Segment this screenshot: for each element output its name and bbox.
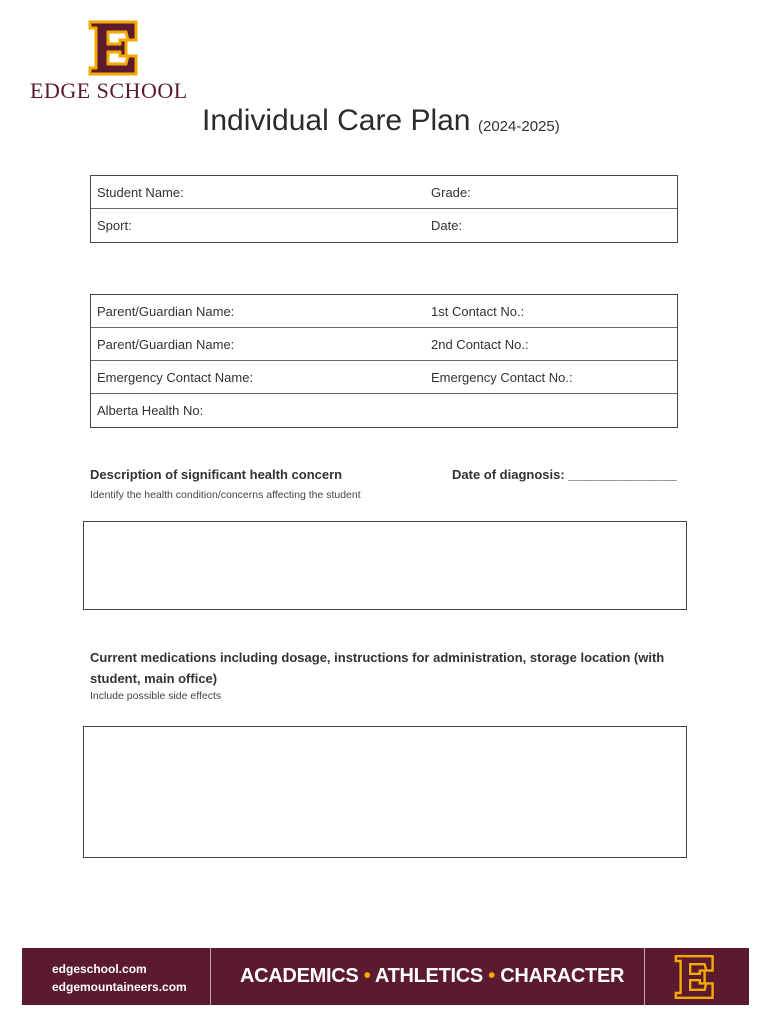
motto-academics: ACADEMICS xyxy=(240,965,359,987)
health-concern-heading: Description of significant health concern xyxy=(90,467,343,482)
footer-links xyxy=(52,960,187,996)
footer-divider xyxy=(644,948,645,1005)
student-name-field[interactable]: Student Name: xyxy=(97,185,184,200)
athletics-website-link[interactable]: edgemountaineers.com xyxy=(52,980,187,994)
emergency-contact-number-field[interactable]: Emergency Contact No.: xyxy=(431,370,573,385)
website-link[interactable]: edgeschool.com xyxy=(52,962,147,976)
contact-info-table xyxy=(90,294,678,428)
footer-banner xyxy=(22,948,749,1005)
emergency-contact-name-field[interactable]: Emergency Contact Name: xyxy=(97,370,254,385)
medications-instructions: Include possible side effects xyxy=(90,690,222,702)
table-row xyxy=(91,295,677,328)
first-contact-number-field[interactable]: 1st Contact No.: xyxy=(431,304,525,319)
edge-e-logo-icon xyxy=(672,953,718,1001)
medications-textbox[interactable] xyxy=(83,726,687,858)
edge-school-logo-icon xyxy=(86,18,142,78)
motto-separator: • xyxy=(363,965,371,987)
table-row xyxy=(91,394,677,427)
date-field[interactable]: Date: xyxy=(431,218,463,233)
table-row xyxy=(91,361,677,394)
motto-separator: • xyxy=(488,965,495,987)
table-row xyxy=(91,209,677,242)
sport-field[interactable]: Sport: xyxy=(97,218,132,233)
logo-wordmark: EDGE SCHOOL xyxy=(30,78,188,103)
table-row xyxy=(91,176,677,209)
date-of-diagnosis-field[interactable]: Date of diagnosis: _______________ xyxy=(452,467,677,482)
motto-athletics: ATHLETICS xyxy=(374,965,483,987)
parent-guardian-name-1-field[interactable]: Parent/Guardian Name: xyxy=(97,304,235,319)
motto-character: CHARACTER xyxy=(500,965,625,987)
footer-divider xyxy=(210,948,211,1005)
page-title: Individual Care Plan xyxy=(202,104,471,137)
school-year: (2024-2025) xyxy=(478,118,560,135)
grade-field[interactable]: Grade: xyxy=(431,185,471,200)
health-concern-instructions: Identify the health condition/concerns affecting the student xyxy=(90,489,361,501)
table-row xyxy=(91,328,677,361)
student-info-table xyxy=(90,175,678,243)
parent-guardian-name-2-field[interactable]: Parent/Guardian Name: xyxy=(97,337,235,352)
second-contact-number-field[interactable]: 2nd Contact No.: xyxy=(431,337,529,352)
health-concern-textbox[interactable] xyxy=(83,521,687,610)
medications-heading: Current medications including dosage, instructions for administration, storage location (with student, main office) xyxy=(90,650,665,686)
footer-motto xyxy=(240,965,624,988)
alberta-health-number-field[interactable]: Alberta Health No: xyxy=(97,403,204,418)
